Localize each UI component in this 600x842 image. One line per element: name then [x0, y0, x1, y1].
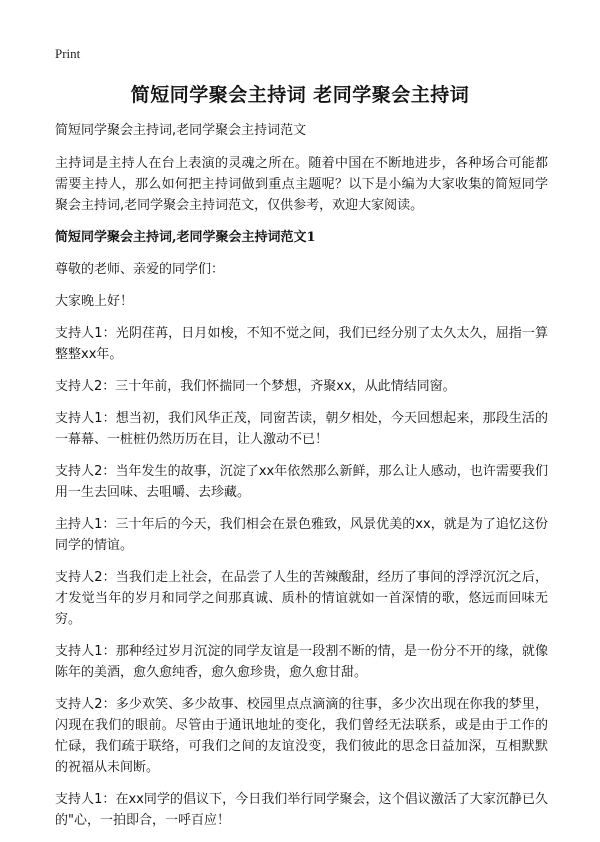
paragraph: 主持人1：三十年后的今天，我们相会在景色雅致，风景优美的xx，就是为了追忆这份同学的情谊。	[55, 517, 548, 553]
paragraph: 支持人1：想当初，我们风华正茂，同窗苦读，朝夕相处，今天回想起来，那段生活的一幕幕、一桩桩仍然历历在目，让人激动不已！	[55, 411, 548, 447]
paragraph: 支持人2：多少欢笑、多少故事、校园里点点滴滴的往事，多少次出现在你我的梦里，闪现在我们的眼前。尽管由于通讯地址的变化，我们曾经无法联系，或是由于工作的忙碌，我们疏于联络，可我们之间的友谊没变，我们彼此的思念日益加深，互相默默的祝福从未间断。	[55, 697, 548, 775]
paragraph: 支持人2：三十年前，我们怀揣同一个梦想，齐聚xx，从此情结同窗。	[55, 379, 456, 394]
paragraph: 支持人2：当我们走上社会，在品尝了人生的苦辣酸甜，经历了事间的浮浮沉沉之后，才发觉当年的岁月和同学之间那真诚、质朴的情谊就如一首深情的歌，悠远而回味无穷。	[55, 570, 548, 627]
intro-paragraph: 主持词是主持人在台上表演的灵魂之所在。随着中国在不断地进步，各种场合可能都需要主持人，那么如何把主持词做到重点主题呢？以下是小编为大家收集的简短同学聚会主持词,老同学聚会主持词范文，仅供参考，欢迎大家阅读。	[55, 156, 548, 213]
paragraph-greeting-1: 尊敬的老师、亲爱的同学们：	[55, 262, 225, 277]
paragraph: 支持人2：当年发生的故事，沉淀了xx年依然那么新鲜，那么让人感动，也许需要我们用一生去回味、去咀嚼、去珍藏。	[55, 464, 548, 500]
paragraph: 支持人1：那种经过岁月沉淀的同学友谊是一段割不断的情，是一份分不开的缘，就像陈年的美酒，愈久愈纯香，愈久愈珍贵，愈久愈甘甜。	[55, 644, 548, 680]
print-link[interactable]: Print	[55, 46, 81, 61]
paragraph-greeting-2: 大家晚上好！	[55, 294, 134, 309]
page-title: 简短同学聚会主持词 老同学聚会主持词	[130, 84, 470, 106]
paragraph: 支持人1：光阴荏苒，日月如梭，不知不觉之间，我们已经分别了太久太久，屈指一算整整xx年。	[55, 326, 548, 362]
article-body	[55, 120, 548, 842]
article-subtitle: 简短同学聚会主持词,老同学聚会主持词范文	[55, 123, 307, 138]
paragraph: 支持人1：在xx同学的倡议下，今日我们举行同学聚会，这个倡议激活了大家沉静已久的"心，一拍即合，一呼百应！	[55, 792, 548, 828]
section-heading: 简短同学聚会主持词,老同学聚会主持词范文1	[55, 230, 316, 245]
